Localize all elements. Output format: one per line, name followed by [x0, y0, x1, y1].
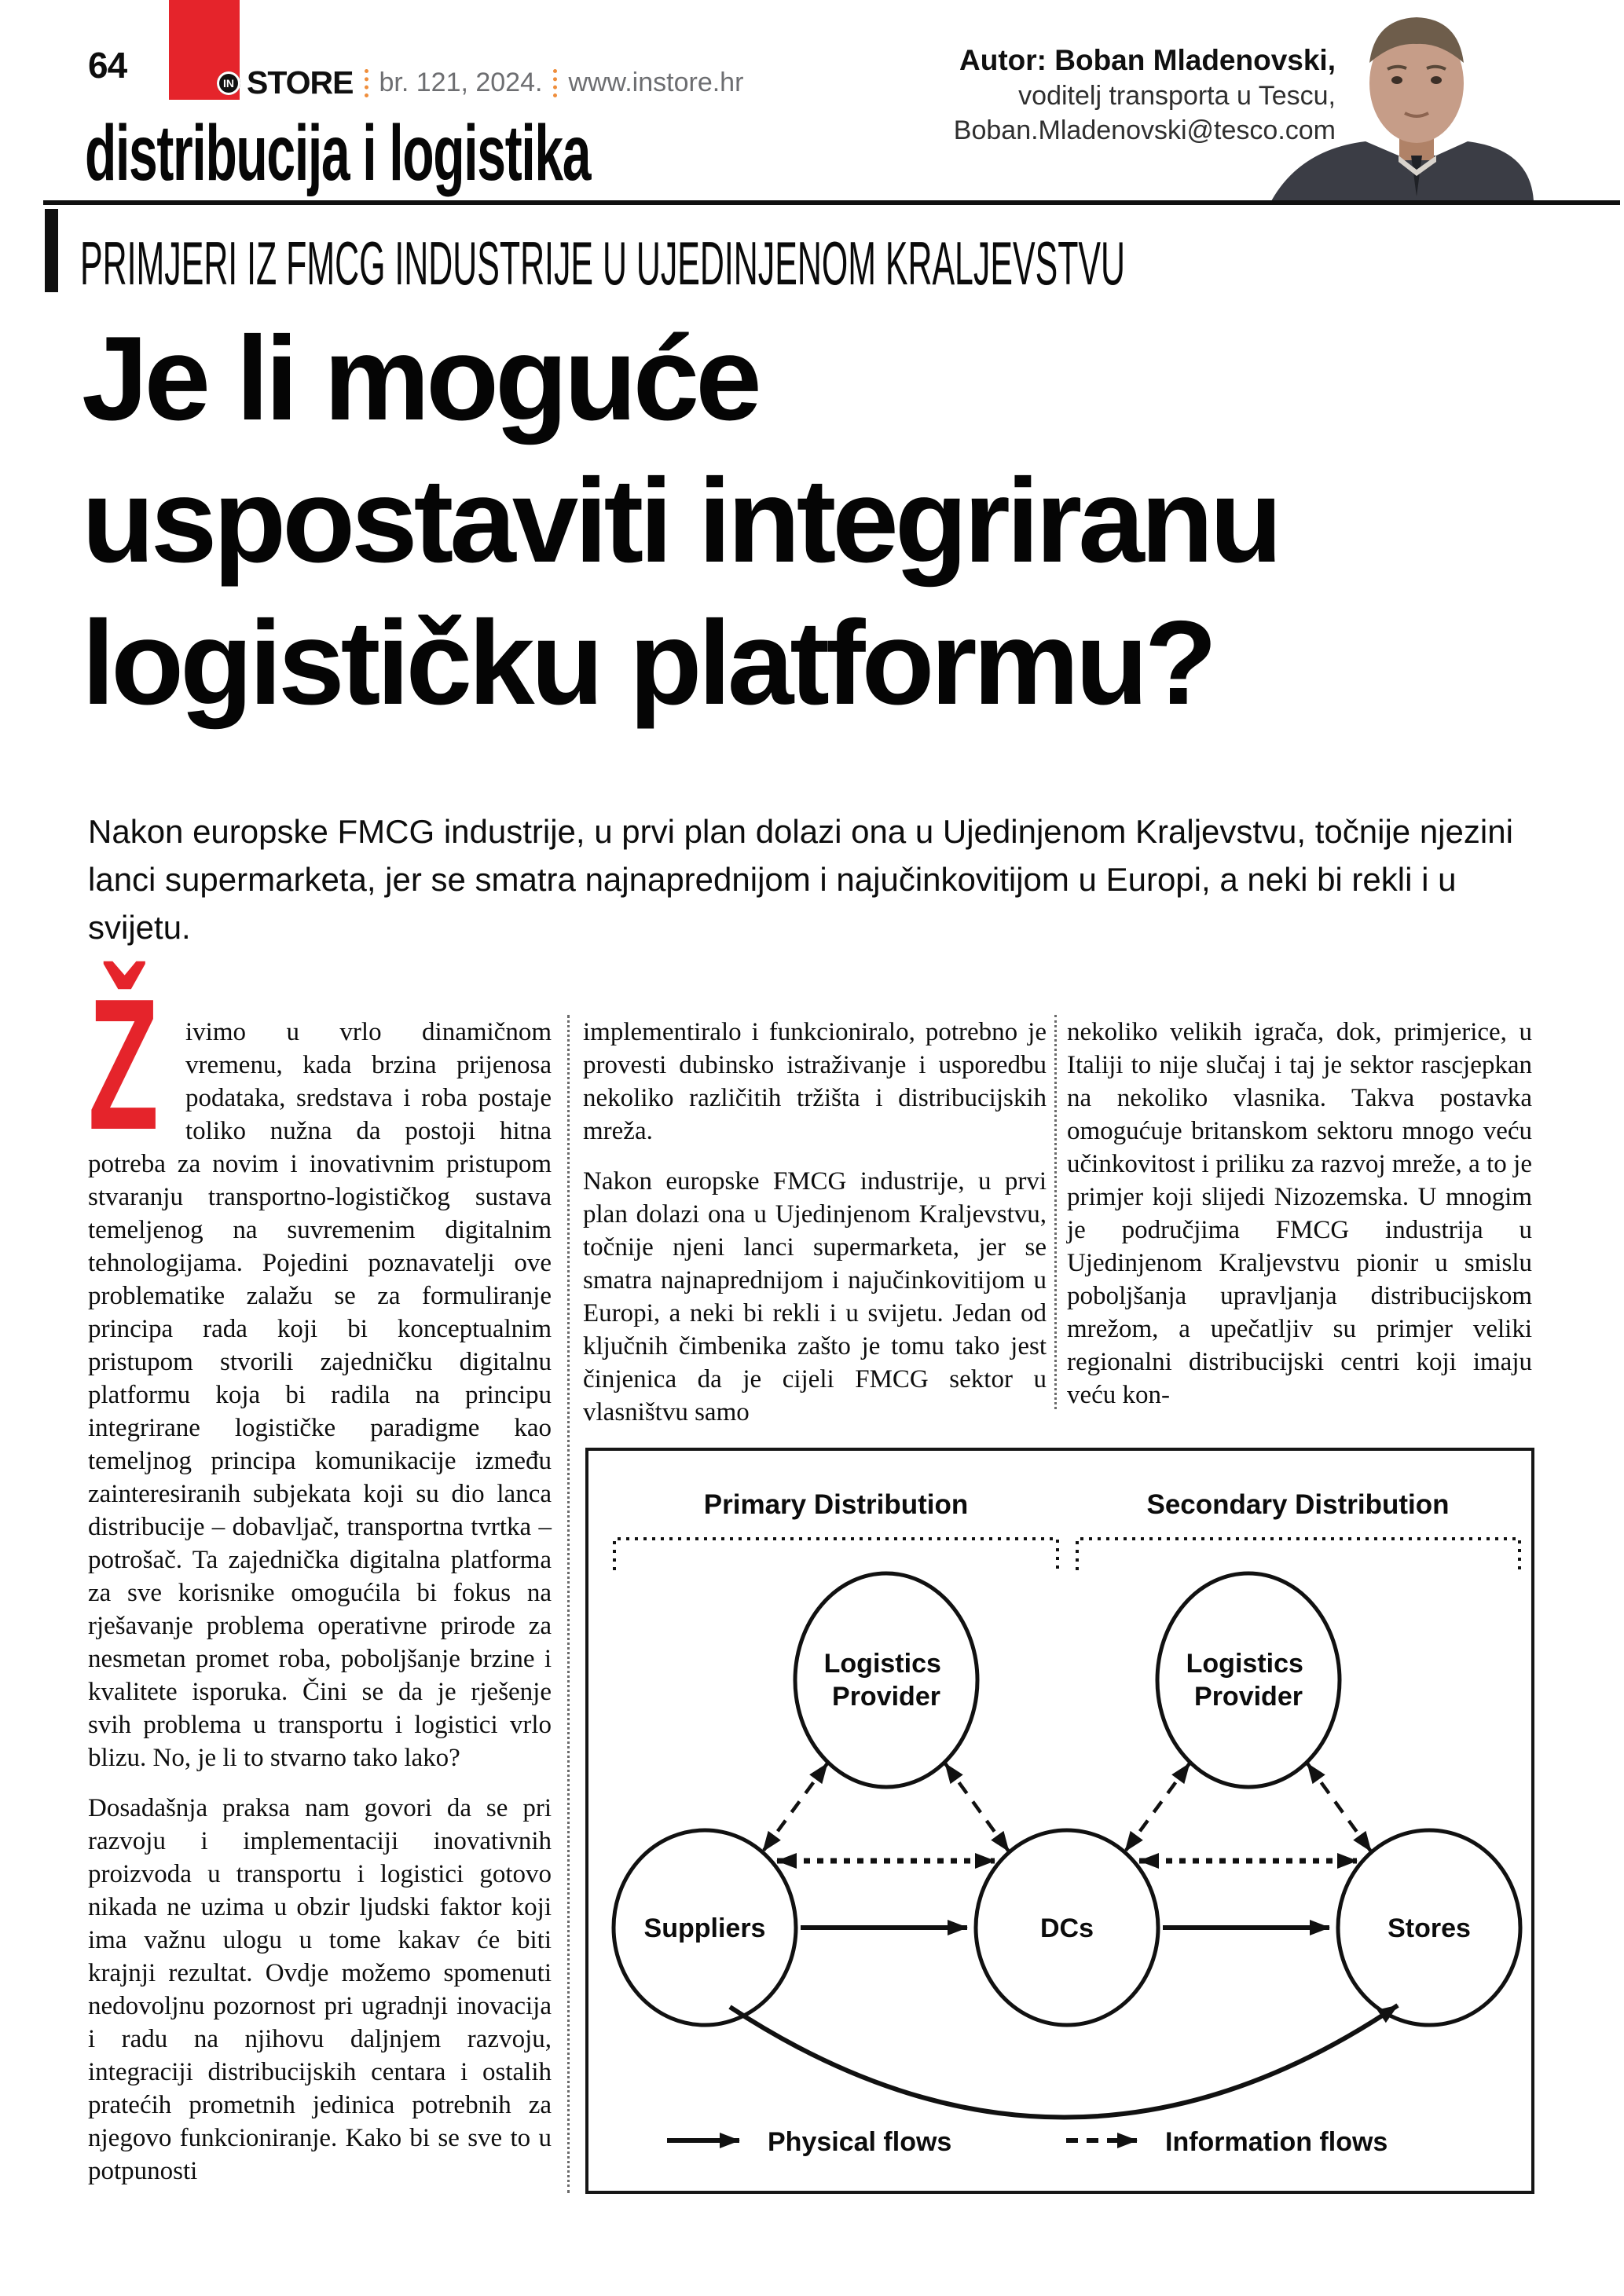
paragraph: Dosadašnja praksa nam govori da se pri razvoju i implementaciji inovativnih proizvoda u transportu i logistici gotovo nikada ne uzima u obzir ljudski faktor koji ima važnu ulogu u tome kakav će biti krajnji rezultat. Ovdje možemo spomenuti nedovoljnu pozornost pri ugradnji inovacija i radu na njihovu daljnjem razvoju, integraciji distribucijskih centara i ostalih pratećih prometnih jedinica potrebnih za njegovo funkcioniranje. Kako bi se sve to u potpunosti: [88, 1794, 552, 2185]
body-column-1: [88, 961, 552, 2188]
dcs-label: DCs: [1039, 1913, 1094, 1943]
stores-label: Stores: [1388, 1913, 1471, 1943]
lead-paragraph: Nakon europske FMCG industrije, u prvi plan dolazi ona u Ujedinjenom Kraljevstvu, točnije njezini lanci supermarketa, jer se smatra najnaprednijom i najučinkovitijom u Europi, a neki bi rekli i u svijetu.: [88, 813, 1513, 946]
dotted-separator-icon: [553, 69, 557, 97]
dotted-separator-icon: [365, 69, 368, 97]
headline: [82, 308, 1278, 734]
paragraph: implementiralo i funkcioniralo, potrebno je provesti dubinsko istraživanje i usporedbu nekoliko različitih tržišta i distribucijskih mreža.: [583, 1018, 1047, 1145]
paragraph: Nakon europske FMCG industrije, u prvi plan dolazi ona u Ujedinjenom Kraljevstvu, točnije njeni lanci supermarketa, jer se smatra najnaprednijom i najučinkovitijom u Europi, a neki bi rekli i u svijetu. Jedan od ključnih čimbenika zašto je tomu tako jest činjenica da je cijeli FMCG sektor u vlasništvu samo: [583, 1167, 1047, 1426]
logistics-provider-2-label: Logistics Provider: [1186, 1649, 1303, 1712]
info-link-lp2-dcs: [1125, 1763, 1190, 1851]
in-badge-icon: IN: [217, 71, 240, 95]
author-photo: [1257, 8, 1540, 201]
header-divider-rule: [43, 200, 1620, 205]
page-number: 64: [88, 45, 127, 86]
headline-line-1: Je li moguće: [82, 312, 758, 445]
info-link-lp1-dcs: [945, 1763, 1009, 1851]
legend-physical-label: Physical flows: [768, 2127, 952, 2157]
paragraph: nekoliko velikih igrača, dok, primjerice, u Italiji to nije slučaj i taj je sektor rascjepkan na nekoliko vlasnika. Takva postavka omogućuje britanskom sektoru mnogo veću učinkovitost i priliku za razvoj mreže, a to je primjer koji slijedi Nizozemska. U mnogim je područjima FMCG industrija u Ujedinjenom Kraljevstvu pionir u smislu poboljšanja upravljanja distribucijskom mrežom, a upečatljiv su primjer veliki regionalni distribucijski centri koji imaju veću kon-: [1067, 1018, 1532, 1409]
paragraph-text: ivimo u vrlo dinamičnom vremenu, kada brzina prijenosa podataka, sredstava i roba postaje toliko nužna da postoji hitna potreba za novim i inovativnim pristupom stvaranju transportno-logističkog sustava temeljenog na suvremenim digitalnim tehnologijama. Pojedini poznavatelji ove problematike zalažu se za formuliranje principa rada koji bi konceptualnim pristupom stvorili zajedničku digitalnu platformu koja bi radila na principu integrirane logističke paradigme kao temeljnog principa komunikacije između zainteresiranih subjekata koji su dio lanca distribucije – dobavljač, transportna tvrtka – potrošač. Ta zajednička digitalna platforma za sve korisnike omogućila bi fokus na rješavanje problema operativne prirode za nesmetan promet roba, poboljšanje brzine i kvalitete isporuka. Čini se da je rješenje svih problema u transportu i logistici vrlo blizu. No, je li to stvarno tako lako?: [88, 1018, 552, 1772]
dropcap-box: [88, 961, 185, 1169]
body-column-2: [583, 1016, 1047, 1429]
column-separator: [567, 1015, 570, 2193]
website-url: www.instore.hr: [568, 68, 744, 97]
dropcap-letter: Ž: [88, 961, 159, 1169]
suppliers-label: Suppliers: [643, 1913, 766, 1943]
brand-name: STORE: [247, 64, 354, 101]
section-title: distribucija i logistika: [85, 109, 591, 197]
logistics-provider-1-node: [795, 1573, 977, 1787]
info-link-lp2-stores: [1307, 1763, 1371, 1851]
author-name: Autor: Boban Mladenovski,: [959, 44, 1336, 76]
kicker-bar: [45, 209, 58, 292]
author-email: Boban.Mladenovski@tesco.com: [953, 115, 1336, 145]
column-separator: [1054, 1015, 1057, 1409]
author-role: voditelj transporta u Tescu,: [1018, 81, 1336, 111]
distribution-diagram: [585, 1448, 1534, 2194]
kicker-text: PRIMJERI IZ FMCG INDUSTRIJE U UJEDINJENOM KRALJEVSTVU: [80, 229, 1126, 298]
primary-bracket: [614, 1539, 1058, 1570]
headline-line-3: logističku platformu?: [82, 596, 1214, 730]
paragraph: [88, 961, 552, 1774]
issue-number: br. 121, 2024.: [379, 68, 543, 97]
info-link-lp1-suppliers: [763, 1763, 827, 1851]
legend-information-label: Information flows: [1165, 2127, 1388, 2157]
logistics-provider-2-node: [1157, 1573, 1340, 1787]
logistics-provider-1-label: Logistics Provider: [823, 1649, 941, 1712]
brand-logo: [217, 64, 743, 101]
primary-distribution-label: Primary Distribution: [703, 1489, 969, 1520]
headline-line-2: uspostaviti integriranu: [82, 454, 1279, 588]
secondary-bracket: [1077, 1539, 1520, 1570]
secondary-distribution-label: Secondary Distribution: [1146, 1489, 1450, 1520]
body-column-3: [1067, 1016, 1532, 1412]
